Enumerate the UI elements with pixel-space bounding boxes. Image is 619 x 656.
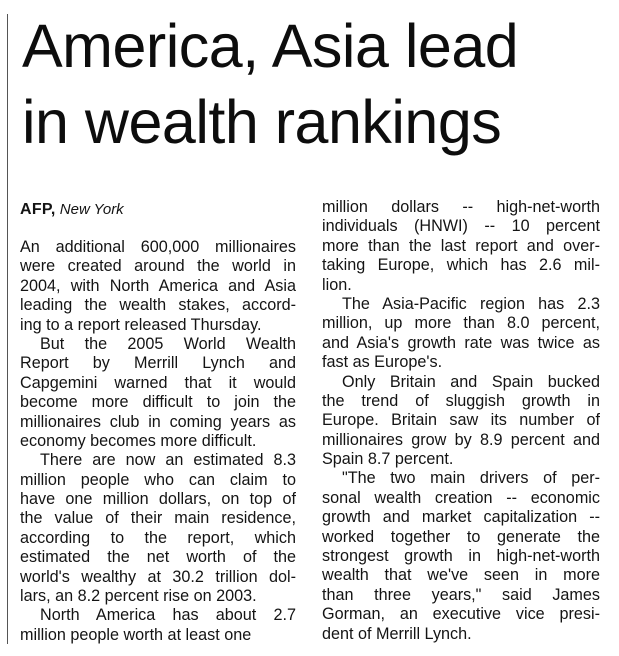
text-line: according to the report, which bbox=[20, 528, 296, 547]
article-paragraph bbox=[322, 295, 600, 373]
text-line: worked together to generate the bbox=[322, 527, 600, 546]
article-paragraph bbox=[322, 373, 600, 470]
text-line: The Asia-Pacific region has 2.3 bbox=[342, 294, 600, 313]
text-line: ing to a report released Thursday. bbox=[20, 315, 262, 334]
text-line: Report by Merrill Lynch and bbox=[20, 354, 296, 373]
article-paragraph bbox=[20, 335, 296, 451]
text-line: lion. bbox=[322, 275, 352, 294]
headline bbox=[22, 8, 612, 160]
text-line: Only Britain and Spain bucked bbox=[342, 372, 600, 391]
text-line: taking Europe, which has 2.6 mil- bbox=[322, 256, 600, 275]
headline-line-1: America, Asia lead bbox=[22, 12, 519, 80]
text-line: million, up more than 8.0 percent, bbox=[322, 314, 600, 333]
text-line: sonal wealth creation -- economic bbox=[322, 488, 600, 507]
text-line: estimated the net worth of the bbox=[20, 548, 296, 567]
byline-agency: AFP, bbox=[20, 201, 56, 218]
text-line: strongest growth in high-net-worth bbox=[322, 547, 600, 566]
article-paragraph bbox=[20, 451, 296, 606]
text-line: economy becomes more difficult. bbox=[20, 431, 257, 450]
text-line: dent of Merrill Lynch. bbox=[322, 624, 472, 643]
text-line: become more difficult to join the bbox=[20, 393, 296, 412]
text-line: fast as Europe's. bbox=[322, 353, 443, 372]
text-line: and Asia's growth rate was twice as bbox=[322, 333, 600, 352]
text-line: world's wealthy at 30.2 trillion dol- bbox=[20, 567, 296, 586]
text-line: An additional 600,000 millionaires bbox=[20, 238, 296, 256]
text-line: Gorman, an executive vice presi- bbox=[322, 605, 600, 624]
text-line: leading the wealth stakes, accord- bbox=[20, 296, 296, 315]
text-line: 2004, with North America and Asia bbox=[20, 276, 296, 295]
article-paragraph bbox=[322, 198, 600, 295]
text-line: Capgemini warned that it would bbox=[20, 373, 296, 392]
text-line: were created around the world in bbox=[20, 257, 296, 276]
headline-line-2: in wealth rankings bbox=[22, 88, 502, 156]
text-line: than three years," said James bbox=[322, 585, 600, 604]
text-line: Spain 8.7 percent. bbox=[322, 450, 454, 469]
text-line: more than the last report and over- bbox=[322, 236, 600, 255]
text-line: North America has about 2.7 bbox=[40, 606, 296, 625]
text-line: Europe. Britain saw its number of bbox=[322, 411, 600, 430]
text-line: lars, an 8.2 percent rise on 2003. bbox=[20, 587, 257, 606]
text-line: million dollars -- high-net-worth bbox=[322, 198, 600, 216]
text-line: millionaires club in coming years as bbox=[20, 412, 296, 431]
column-rule bbox=[7, 14, 8, 644]
text-line: the value of their main residence, bbox=[20, 509, 296, 528]
article-paragraph bbox=[322, 469, 600, 644]
article-column-left bbox=[20, 200, 296, 645]
article-paragraph bbox=[20, 238, 296, 335]
text-line: "The two main drivers of per- bbox=[342, 469, 600, 488]
text-line: individuals (HNWI) -- 10 percent bbox=[322, 217, 600, 236]
text-line: have one million dollars, on top of bbox=[20, 490, 296, 509]
text-line: growth and market capitalization -- bbox=[322, 508, 600, 527]
byline-city: New York bbox=[59, 201, 124, 218]
text-line: the trend of sluggish growth in bbox=[322, 391, 600, 410]
article-column-right bbox=[322, 198, 600, 644]
text-line: million people worth at least one bbox=[20, 625, 252, 644]
text-line: But the 2005 World Wealth bbox=[40, 334, 296, 353]
text-line: wealth that we've seen in more bbox=[322, 566, 600, 585]
byline bbox=[20, 200, 296, 224]
article-paragraph bbox=[20, 606, 296, 645]
text-line: millionaires grow by 8.9 percent and bbox=[322, 430, 600, 449]
text-line: million people who can claim to bbox=[20, 470, 296, 489]
text-line: There are now an estimated 8.3 bbox=[40, 451, 296, 470]
